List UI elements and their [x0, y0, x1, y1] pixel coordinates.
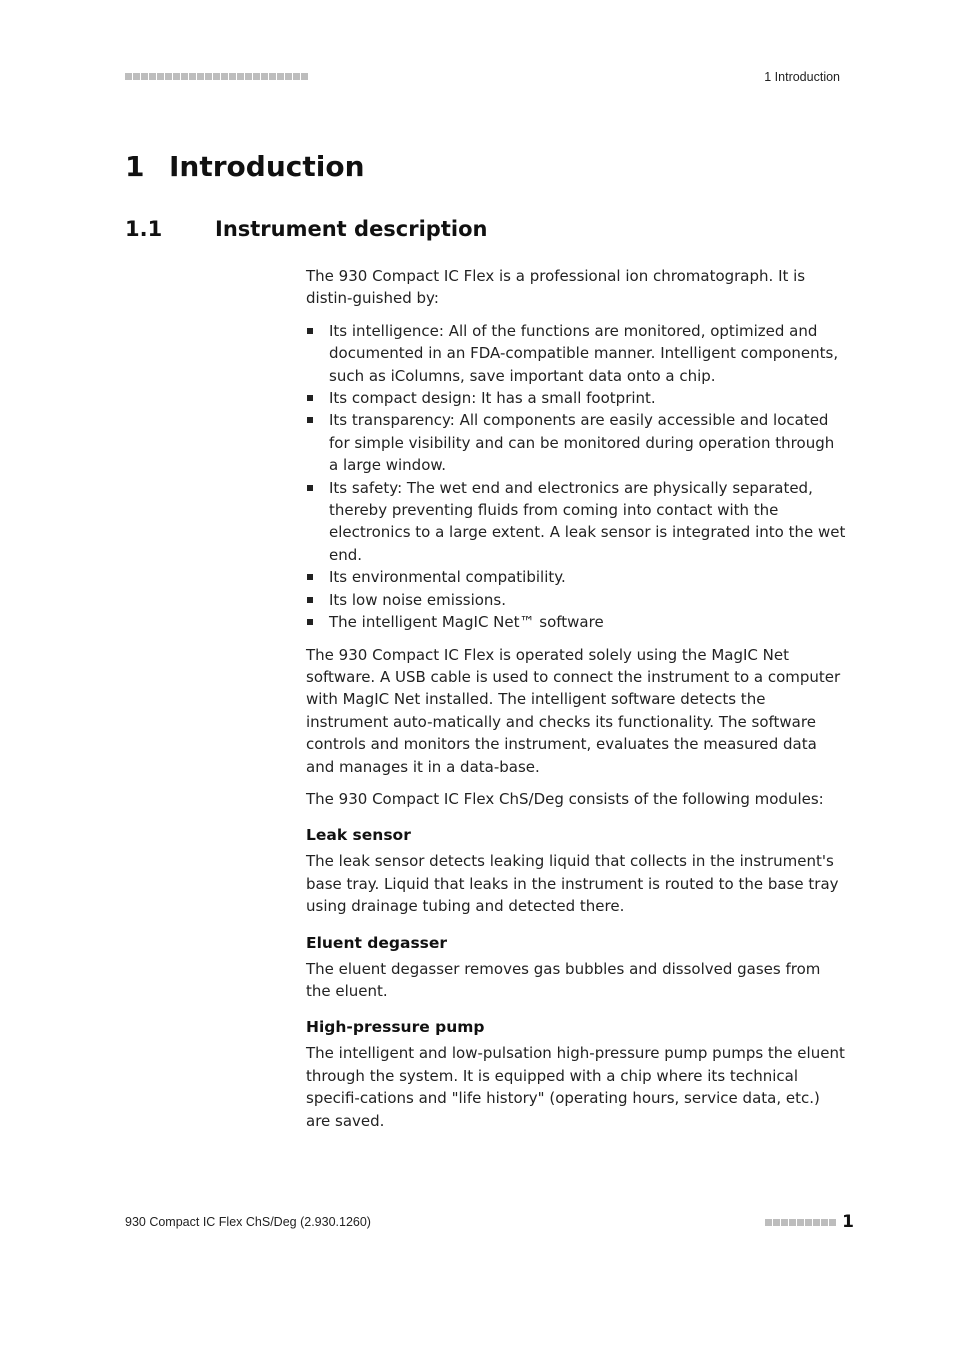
module-heading-high-pressure-pump: High-pressure pump	[306, 1018, 485, 1037]
ornament-square	[141, 73, 148, 80]
ornament-square	[821, 1219, 828, 1226]
footer-page-indicator	[765, 1212, 854, 1232]
ornament-square	[301, 73, 308, 80]
ornament-square	[797, 1219, 804, 1226]
list-item	[306, 320, 846, 387]
ornament-square	[213, 73, 220, 80]
ornament-square	[237, 73, 244, 80]
list-item	[306, 611, 846, 633]
ornament-square	[197, 73, 204, 80]
ornament-square	[181, 73, 188, 80]
feature-list	[306, 320, 846, 634]
bullet-icon	[307, 395, 313, 401]
ornament-square	[293, 73, 300, 80]
list-item-text: Its safety: The wet end and electronics are physically separated, thereby preventing fluids from coming into contact with the electronics to a large extent. A leak sensor is integrated into the wet end.	[329, 478, 846, 564]
ornament-square	[277, 73, 284, 80]
section-heading	[125, 217, 487, 241]
ornament-square	[125, 73, 132, 80]
module-heading-leak-sensor: Leak sensor	[306, 826, 411, 845]
ornament-square	[805, 1219, 812, 1226]
ornament-square	[285, 73, 292, 80]
ornament-square	[205, 73, 212, 80]
chapter-title: Introduction	[169, 150, 365, 183]
ornament-square	[253, 73, 260, 80]
bullet-icon	[307, 417, 313, 423]
bullet-icon	[307, 619, 313, 625]
module-heading-eluent-degasser: Eluent degasser	[306, 933, 448, 952]
ornament-square	[173, 73, 180, 80]
section-number: 1.1	[125, 217, 163, 241]
ornament-square	[781, 1219, 788, 1226]
ornament-square	[773, 1219, 780, 1226]
body-content	[306, 265, 846, 1142]
ornament-square	[269, 73, 276, 80]
footer-product-label: 930 Compact IC Flex ChS/Deg (2.930.1260)	[125, 1215, 371, 1229]
ornament-square	[157, 73, 164, 80]
ornament-square	[221, 73, 228, 80]
list-item	[306, 566, 846, 588]
module-text-high-pressure-pump: The intelligent and low-pulsation high-pressure pump pumps the eluent through the system. It is equipped with a chip where its technical specifi-cations and "life history" (operating hours, service data, etc.) are saved.	[306, 1044, 845, 1130]
list-item	[306, 387, 846, 409]
intro-paragraph: The 930 Compact IC Flex is a professional ion chromatograph. It is distin-guished by:	[306, 267, 806, 308]
ornament-square	[229, 73, 236, 80]
chapter-number: 1	[125, 150, 145, 183]
ornament-square	[165, 73, 172, 80]
ornament-square	[813, 1219, 820, 1226]
bullet-icon	[307, 574, 313, 580]
operation-paragraph: The 930 Compact IC Flex is operated solely using the MagIC Net software. A USB cable is used to connect the instrument to a computer with MagIC Net installed. The intelligent software detects the instrument auto-matically and checks its functionality. The software controls and monitors the instrument, evaluates the measured data and manages it in a data-base.	[306, 645, 841, 776]
ornament-square	[261, 73, 268, 80]
list-item	[306, 477, 846, 567]
list-item-text: Its environmental compatibility.	[329, 568, 566, 587]
running-header: 1 Introduction	[764, 70, 840, 84]
list-item-text: Its intelligence: All of the functions are monitored, optimized and documented in an FDA-compatible manner. Intelligent components, such as iColumns, save important data onto a chip.	[329, 321, 839, 385]
ornament-square	[189, 73, 196, 80]
ornament-square	[133, 73, 140, 80]
header-ornament	[125, 73, 308, 80]
list-item	[306, 409, 846, 476]
modules-intro-paragraph: The 930 Compact IC Flex ChS/Deg consists of the following modules:	[306, 789, 824, 808]
bullet-icon	[307, 597, 313, 603]
module-text-leak-sensor: The leak sensor detects leaking liquid that collects in the instrument's base tray. Liquid that leaks in the instrument is routed to the base tray using drainage tubing and detected there.	[306, 852, 839, 916]
list-item-text: Its transparency: All components are easily accessible and located for simple visibility and can be monitored during operation through a large window.	[329, 411, 835, 475]
ornament-square	[149, 73, 156, 80]
bullet-icon	[307, 328, 313, 334]
section-title: Instrument description	[215, 217, 488, 241]
chapter-heading	[125, 150, 365, 183]
ornament-square	[789, 1219, 796, 1226]
list-item	[306, 589, 846, 611]
list-item-text: The intelligent MagIC Net™ software	[329, 613, 604, 632]
list-item-text: Its low noise emissions.	[329, 590, 507, 609]
ornament-square	[245, 73, 252, 80]
ornament-square	[829, 1219, 836, 1226]
bullet-icon	[307, 485, 313, 491]
list-item-text: Its compact design: It has a small footprint.	[329, 389, 656, 408]
page-number: 1	[842, 1212, 854, 1232]
ornament-square	[765, 1219, 772, 1226]
module-text-eluent-degasser: The eluent degasser removes gas bubbles and dissolved gases from the eluent.	[306, 959, 821, 1000]
footer-ornament	[765, 1219, 836, 1226]
